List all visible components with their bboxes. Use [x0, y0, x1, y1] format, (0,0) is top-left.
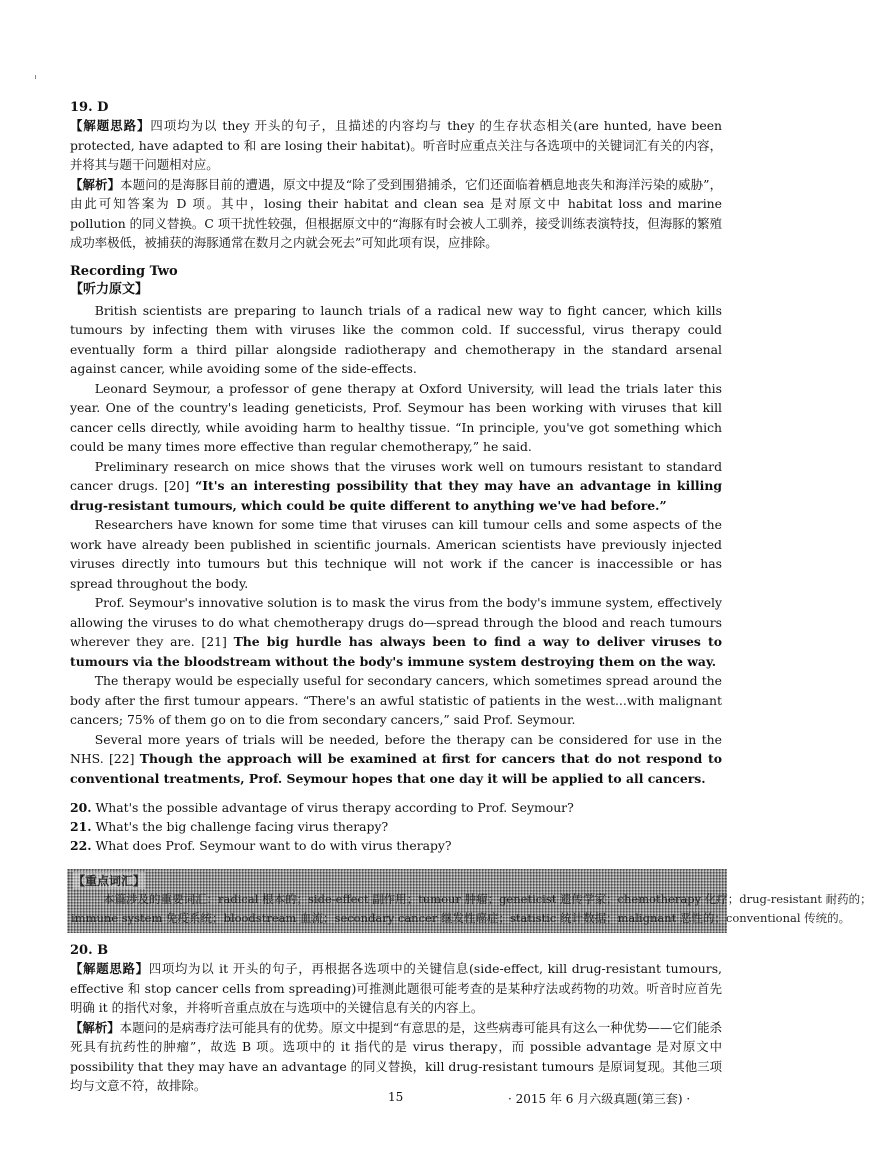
- vocabulary-box-obscured: [67, 869, 872, 933]
- transcript-paragraph: Leonard Seymour, a professor of gene therapy at Oxford University, will lead the trials later this year. One of the country's leading geneticists, Prof. Seymour has been working with viruses that kill cancer cells directly, while avoiding harm to healthy tissue. “In principle, you've got something which could be many times more effective than regular chemotherapy,” he said.: [70, 380, 722, 454]
- vocabulary-line: 本篇涉及的重要词汇：radical 根本的；side-effect 副作用；tumour 肿瘤；geneticist 遗传学家；chemotherapy 化疗；drug-resistant 耐药的；: [103, 892, 872, 906]
- question-item: [70, 836, 722, 855]
- q19-thinking-tag: 【解题思路】: [70, 118, 151, 133]
- q20-thinking: [70, 959, 722, 1018]
- margin-mark: [35, 75, 36, 79]
- transcript-paragraph: Researchers have known for some time that viruses can kill tumour cells and some aspects of the work have already been published in scientific journals. American scientists have previously injected viruses directly into tumours but this technique will not work if the cancer is inaccessible or has spread throughout the body.: [70, 517, 722, 591]
- q19-thinking-text: 四项均为以 they 开头的句子，且描述的内容均与 they 的生存状态相关(are hunted, have been protected, have adapted to 和 are losing their habitat)。听音时应重点关注与各选项中的关键词汇有关的内容，并将其与题干问题相对应。: [70, 118, 723, 172]
- q19-analysis-text: 本题问的是海豚目前的遭遇，原文中提及“除了受到围猎捕杀，它们还面临着栖息地丧失和海洋污染的威胁”，由此可知答案为 D 项。其中，losing their habitat and clean sea 是对原文中 habitat loss and marine pollution 的同义替换。C 项干扰性较强，但根据原文中的“海豚有时会被人工驯养，接受训练表演特技，但海豚的繁殖成功率极低，被捕获的海豚通常在数月之内就会死去”可知此项有误，应排除。: [70, 176, 723, 250]
- answer-sentence-22: Though the approach will be examined at first for cancers that do not respond to conventional treatments, Prof. Seymour hopes that one day it will be applied to all cancers.: [70, 751, 722, 786]
- page-number: 15: [388, 1090, 404, 1104]
- transcript-paragraph: [70, 593, 722, 671]
- question-item: [70, 798, 722, 817]
- question-marker-21: [21]: [201, 634, 227, 649]
- q20-answer-number: 20. B: [70, 943, 109, 958]
- transcript-tag: 【听力原文】: [70, 281, 149, 297]
- q19-analysis-tag: 【解析】: [70, 176, 121, 192]
- q20-thinking-tag: 【解题思路】: [70, 961, 149, 976]
- answer-sentence-21: The big hurdle has always been to find a way to deliver viruses to tumours via the bloodstream without the body's immune system destroying them on the way.: [70, 634, 722, 669]
- transcript-paragraph: [70, 457, 722, 516]
- question-text: What's the big challenge facing virus therapy?: [95, 819, 389, 834]
- recording-two-section: [70, 263, 722, 856]
- question-number: 22.: [70, 838, 92, 853]
- question-text: What's the possible advantage of virus therapy according to Prof. Seymour?: [95, 800, 574, 815]
- transcript-paragraph: [70, 730, 722, 789]
- transcript-text: Several more years of trials will be needed, before the therapy can be considered for use in the NHS.: [70, 731, 722, 766]
- document-page: [70, 100, 872, 1096]
- transcript-paragraph: British scientists are preparing to launch trials of a radical new way to fight cancer, which kills tumours by infecting them with viruses like the common cold. If successful, virus therapy could eventually form a third pillar alongside radiotherapy and chemotherapy in the standard arsenal against cancer, while avoiding some of the side-effects.: [70, 302, 722, 376]
- vocabulary-box-tag: 【重点词汇】: [73, 874, 146, 888]
- answer-sentence-20: “It's an interesting possibility that they may have an advantage in killing drug-resistant tumours, which could be quite different to anything we've had before.”: [70, 478, 722, 513]
- recording-title: Recording Two: [70, 263, 178, 279]
- question-number: 21.: [70, 819, 92, 834]
- question-marker-20: [20]: [163, 478, 190, 493]
- q20-analysis-text: 本题问的是病毒疗法可能具有的优势。原文中提到“有意思的是，这些病毒可能具有这么一种优势——它们能杀死具有抗药性的肿瘤”，故选 B 项。选项中的 it 指代的是 virus therapy，而 possible advantage 是对原文中 possibility that they may have an advantage 的同义替换，kill drug-resistant tumours 是原词复现。其他三项均与文意不符，故排除。: [70, 1019, 722, 1093]
- q19-answer-number: 19. D: [70, 100, 109, 115]
- q19-section: [70, 100, 722, 253]
- exam-source: · 2015 年 6 月六级真题(第三套) ·: [508, 1092, 691, 1106]
- q20-analysis-tag: 【解析】: [70, 1019, 120, 1035]
- vocabulary-line: immune system 免疫系统；bloodstream 血流；secondary cancer 继发性癌症；statistic 统计数据；malignant 恶性的；conventional 传统的。: [71, 911, 851, 925]
- page-footer: [0, 1090, 800, 1110]
- q19-thinking: [70, 116, 722, 175]
- transcript-text: Preliminary research on mice shows that the viruses work well on tumours resistant to standard cancer drugs.: [70, 458, 722, 493]
- q19-analysis: [70, 175, 722, 253]
- q20-analysis: [70, 1018, 722, 1096]
- question-marker-22: [22]: [108, 751, 135, 766]
- question-number: 20.: [70, 800, 92, 815]
- question-item: [70, 817, 722, 836]
- transcript-text: Prof. Seymour's innovative solution is to mask the virus from the body's immune system, effectively allowing the viruses to do what chemotherapy drugs do—spread through the blood and reach tumours wherever they are.: [70, 595, 722, 649]
- q20-thinking-text: 四项均为以 it 开头的句子，再根据各选项中的关键信息(side-effect, kill drug-resistant tumours, effective 和 stop cancer cells from spreading)可推测此题很可能考查的是某种疗法或药物的功效。听音时应首先明确 it 的指代对象，并将听音重点放在与选项中的关键信息有关的内容上。: [70, 961, 722, 1015]
- transcript-paragraph: The therapy would be especially useful for secondary cancers, which sometimes spread around the body after the first tumour appears. “There's an awful statistic of patients in the west...with malignant cancers; 75% of them go on to die from secondary cancers,” said Prof. Seymour.: [70, 673, 722, 727]
- question-text: What does Prof. Seymour want to do with virus therapy?: [95, 838, 452, 853]
- q20-section: [70, 943, 722, 1096]
